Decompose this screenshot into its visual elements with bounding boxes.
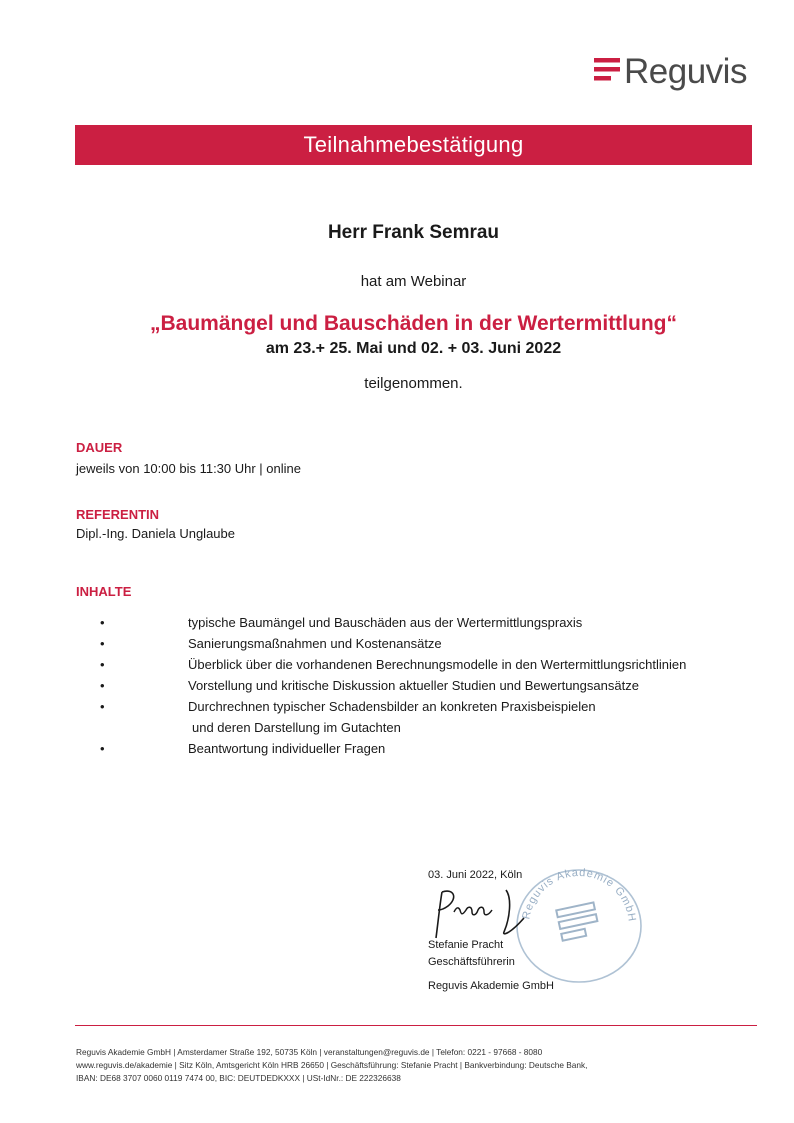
duration-label: DAUER [76,440,123,455]
webinar-title: „Baumängel und Bauschäden in der Wertermittlung“ [149,312,677,335]
bullet-icon: • [100,741,105,756]
contents-list [96,612,776,759]
signatory-company: Reguvis Akademie GmbH [428,980,554,992]
bullet-icon: • [100,678,105,693]
list-item-text: Durchrechnen typischer Schadensbilder an konkreten Praxisbeispielen [188,699,596,714]
list-item-text: typische Baumängel und Bauschäden aus der Wertermittlungspraxis [188,615,583,630]
webinar-dates: am 23.+ 25. Mai und 02. + 03. Juni 2022 [265,340,562,357]
footer-divider [75,1025,757,1026]
outro-text: teilgenommen. [364,375,463,392]
bullet-icon: • [100,657,105,672]
speaker-label: REFERENTIN [76,507,160,522]
footer-line-2: www.reguvis.de/akademie | Sitz Köln, Amtsgericht Köln HRB 26650 | Geschäftsführung: Stefanie Pracht | Bankverbindung: Deutsche Bank, [76,1060,588,1070]
reguvis-logo [594,52,756,94]
bullet-icon: • [100,699,105,714]
list-item [96,738,776,759]
list-item-text: Überblick über die vorhandenen Berechnungsmodelle in den Wertermittlungsrichtlinien [188,657,687,672]
handwritten-signature [428,888,548,944]
list-item-continuation: und deren Darstellung im Gutachten [192,720,401,735]
footer-line-1: Reguvis Akademie GmbH | Amsterdamer Straße 192, 50735 Köln | veranstaltungen@reguvis.de | Telefon: 0221 - 97668 - 8080 [76,1047,543,1057]
intro-text: hat am Webinar [360,273,467,290]
footer-line-3: IBAN: DE68 3707 0060 0119 7474 00, BIC: DEUTDEDKXXX | USt-IdNr.: DE 222326638 [76,1073,401,1083]
participant-name: Herr Frank Semrau [327,222,500,243]
stamp-logo-icon [556,902,597,940]
signature-place-date: 03. Juni 2022, Köln [428,869,523,881]
signatory-name: Stefanie Pracht [428,939,504,951]
list-item [96,654,776,675]
logo-wordmark: Reguvis [624,52,747,91]
duration-value: jeweils von 10:00 bis 11:30 Uhr | online [76,461,301,476]
list-item-text: Beantwortung individueller Fragen [188,741,386,756]
list-item [96,675,776,696]
signatory-role: Geschäftsführerin [428,956,515,968]
logo-bars-icon [594,58,622,88]
list-item [96,633,776,654]
list-item [96,696,776,738]
speaker-value: Dipl.-Ing. Daniela Unglaube [76,526,235,541]
bullet-icon: • [100,636,105,651]
list-item [96,612,776,633]
certificate-banner: Teilnahmebestätigung [75,125,752,165]
list-item-text: Vorstellung und kritische Diskussion aktueller Studien und Bewertungsansätze [188,678,639,693]
bullet-icon: • [100,615,105,630]
list-item-text: Sanierungsmaßnahmen und Kostenansätze [188,636,442,651]
contents-label: INHALTE [76,584,132,599]
stamp-text: Reguvis Akademie GmbH [520,868,638,923]
